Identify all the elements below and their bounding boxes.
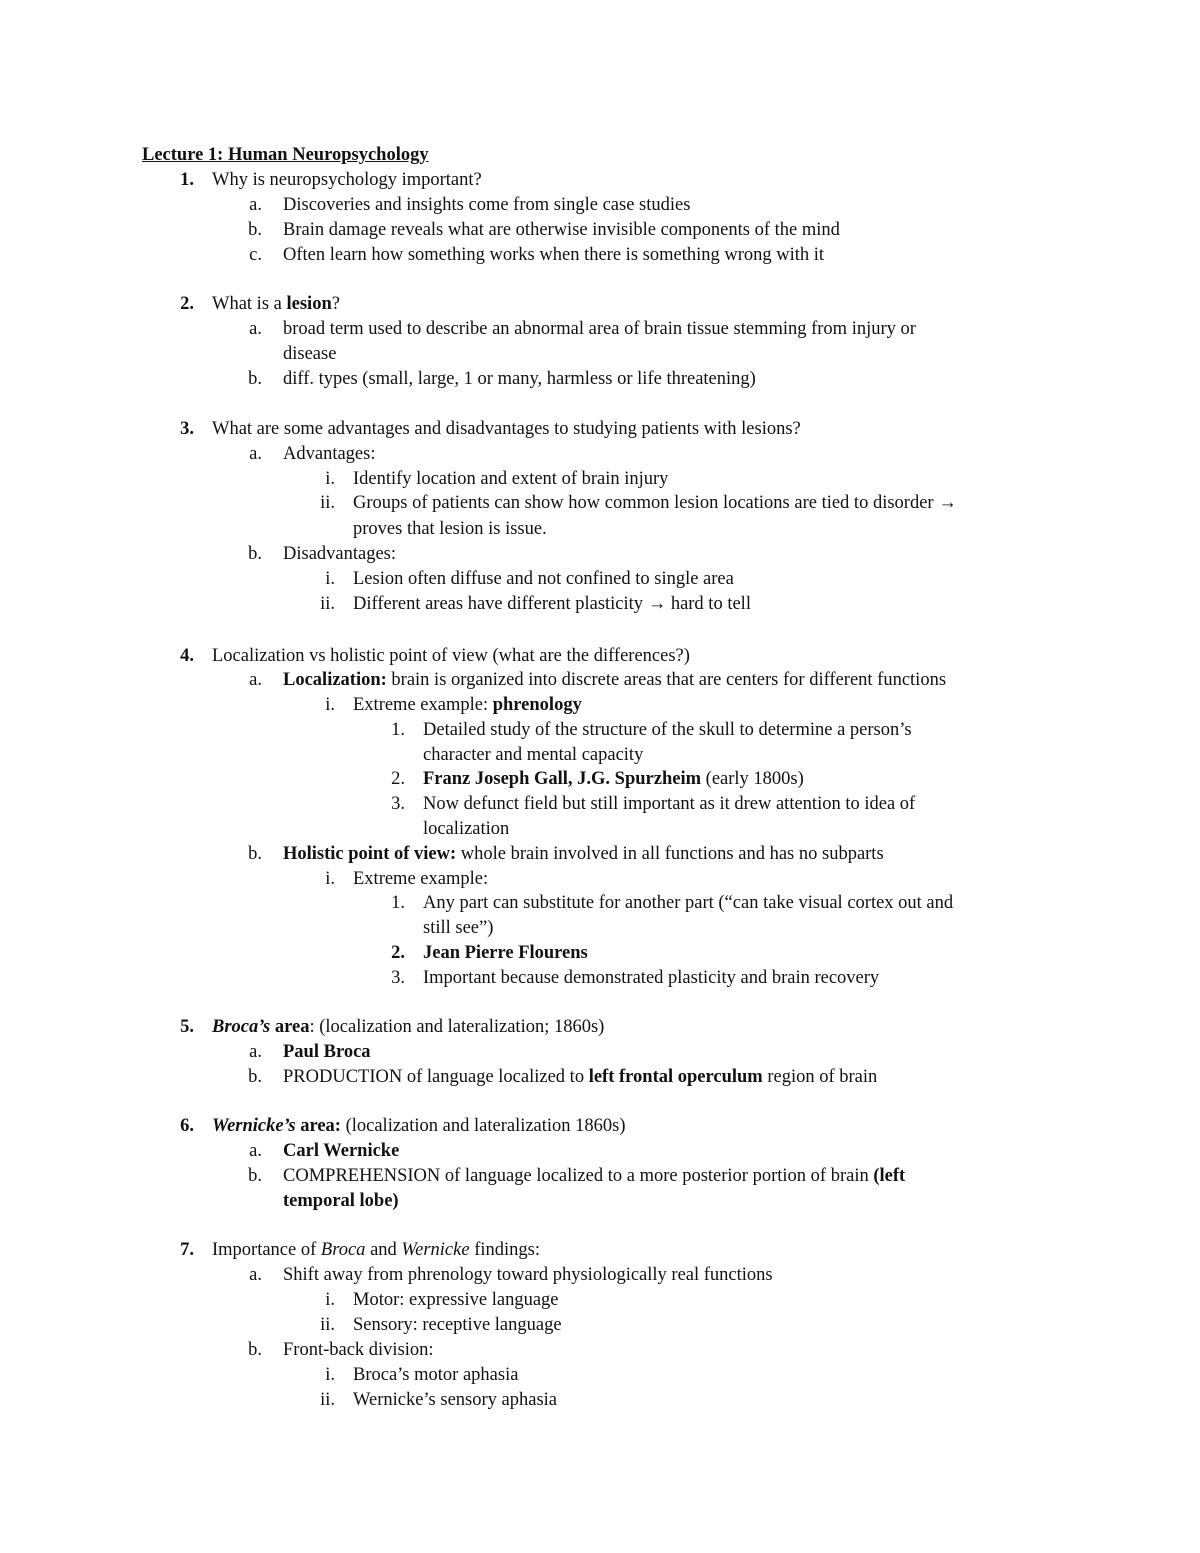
list-item-text: [212, 1015, 604, 1040]
text-run: localization: [423, 819, 510, 839]
text-run: Motor: expressive language: [353, 1290, 559, 1310]
list-marker: ii.: [320, 594, 335, 614]
list-item-text: [212, 417, 801, 442]
list-marker: a.: [249, 444, 262, 464]
list-item-text: [353, 1363, 518, 1388]
text-run: Carl Wernicke: [283, 1141, 400, 1161]
list-item-text: [283, 842, 884, 867]
list-item-text: [353, 693, 582, 718]
list-marker: i.: [325, 1365, 335, 1385]
list-marker: 7.: [180, 1240, 194, 1260]
text-run: whole brain involved in all functions and has no subparts: [456, 844, 884, 864]
list-item-text: [353, 467, 668, 492]
text-run: Extreme example:: [353, 869, 489, 889]
text-run: Advantages:: [283, 444, 376, 464]
list-marker: i.: [325, 569, 335, 589]
list-item-text: [423, 767, 804, 792]
list-item-text: [283, 1164, 905, 1189]
list-item-text: [423, 743, 643, 768]
list-item-text: [353, 491, 957, 516]
text-run: broad term used to describe an abnormal area of brain tissue stemming from injury or: [283, 319, 916, 339]
list-item-text: [283, 1189, 399, 1214]
list-item-text: [283, 1338, 434, 1363]
list-marker: 3.: [391, 968, 405, 988]
list-item-text: [283, 218, 840, 243]
text-run: Lecture 1: Human Neuropsychology: [142, 145, 429, 165]
text-run: character and mental capacity: [423, 745, 644, 765]
text-run: Important because demonstrated plasticity and brain recovery: [423, 968, 880, 988]
text-run: ?: [331, 294, 340, 314]
list-marker: a.: [249, 670, 262, 690]
list-marker: 6.: [180, 1116, 194, 1136]
list-marker: 3.: [391, 794, 405, 814]
list-marker: b.: [248, 1340, 262, 1360]
list-item-text: [283, 243, 824, 268]
list-item-text: [353, 1313, 562, 1338]
list-marker: a.: [249, 1042, 262, 1062]
arrow-right-icon: →: [938, 493, 957, 513]
text-run: temporal lobe): [283, 1191, 399, 1211]
list-marker: ii.: [320, 1390, 335, 1410]
list-item-text: [283, 1065, 877, 1090]
list-item-text: [212, 1238, 540, 1263]
text-run: proves that lesion is issue.: [353, 519, 547, 539]
text-run: findings:: [469, 1240, 540, 1260]
text-run: hard to tell: [666, 594, 751, 614]
list-item-text: [212, 644, 690, 669]
text-run: Groups of patients can show how common lesion locations are tied to disorder: [353, 493, 939, 513]
text-run: Shift away from phrenology toward physiologically real functions: [283, 1265, 773, 1285]
text-run: (left: [873, 1166, 906, 1186]
list-item-text: [353, 592, 751, 617]
list-item-text: [283, 1263, 773, 1288]
text-run: area: [270, 1017, 310, 1037]
text-run: Importance of: [212, 1240, 321, 1260]
list-marker: c.: [249, 245, 262, 265]
text-run: disease: [283, 344, 337, 364]
list-marker: i.: [325, 1290, 335, 1310]
list-marker: a.: [249, 195, 262, 215]
list-item-text: [212, 1114, 626, 1139]
text-run: Extreme example:: [353, 695, 493, 715]
list-item-text: [283, 1139, 399, 1164]
text-run: Discoveries and insights come from single case studies: [283, 195, 691, 215]
text-run: still see”): [423, 918, 494, 938]
list-item-text: [353, 567, 734, 592]
list-marker: b.: [248, 1166, 262, 1186]
list-marker: i.: [325, 695, 335, 715]
list-item-text: [283, 1040, 371, 1065]
text-run: diff. types (small, large, 1 or many, harmless or life threatening): [283, 369, 756, 389]
list-marker: 1.: [391, 893, 405, 913]
list-item-text: [353, 517, 547, 542]
list-marker: b.: [248, 1067, 262, 1087]
list-item-text: [423, 792, 915, 817]
text-run: Broca’s: [212, 1017, 271, 1037]
list-marker: b.: [248, 544, 262, 564]
list-marker: ii.: [320, 1315, 335, 1335]
list-item-text: [283, 317, 916, 342]
text-run: (localization and lateralization 1860s): [340, 1116, 626, 1136]
list-item-text: [212, 168, 482, 193]
text-run: Lesion often diffuse and not confined to single area: [353, 569, 734, 589]
text-run: Localization vs holistic point of view (what are the differences?): [212, 646, 690, 666]
text-run: lesion: [286, 294, 332, 314]
list-item-text: [423, 916, 493, 941]
list-marker: 4.: [180, 646, 194, 666]
list-marker: 5.: [180, 1017, 194, 1037]
text-run: phrenology: [492, 695, 582, 715]
list-item-text: [423, 891, 953, 916]
arrow-right-icon: →: [647, 594, 667, 614]
text-run: Different areas have different plasticity: [353, 594, 648, 614]
list-marker: a.: [249, 1265, 262, 1285]
text-run: and: [365, 1240, 402, 1260]
text-run: Wernicke: [401, 1240, 470, 1260]
text-run: Paul Broca: [283, 1042, 371, 1062]
text-run: Often learn how something works when there is something wrong with it: [283, 245, 825, 265]
list-item-text: [212, 292, 340, 317]
text-run: left frontal operculum: [588, 1067, 763, 1087]
text-run: Disadvantages:: [283, 544, 397, 564]
list-item-text: [283, 442, 375, 467]
list-item-text: [423, 941, 588, 966]
text-run: Franz Joseph Gall, J.G. Spurzheim: [423, 769, 702, 789]
list-marker: 1.: [391, 720, 405, 740]
text-run: Front-back division:: [283, 1340, 434, 1360]
list-item-text: [353, 1388, 557, 1413]
list-marker: a.: [249, 1141, 262, 1161]
list-item-text: [283, 367, 756, 392]
list-item-text: [353, 1288, 559, 1313]
list-marker: 3.: [180, 419, 194, 439]
text-run: area:: [295, 1116, 341, 1136]
text-run: Wernicke’s sensory aphasia: [353, 1390, 557, 1410]
text-run: Identify location and extent of brain injury: [353, 469, 669, 489]
text-run: Why is neuropsychology important?: [212, 170, 482, 190]
text-run: Brain damage reveals what are otherwise invisible components of the mind: [283, 220, 840, 240]
text-run: (early 1800s): [701, 769, 804, 789]
list-marker: i.: [325, 469, 335, 489]
text-run: brain is organized into discrete areas that are centers for different functions: [386, 670, 947, 690]
text-run: PRODUCTION of language localized to: [283, 1067, 589, 1087]
text-run: What are some advantages and disadvantages to studying patients with lesions?: [212, 419, 801, 439]
list-marker: b.: [248, 369, 262, 389]
list-marker: 2.: [180, 294, 194, 314]
text-run: Holistic point of view:: [283, 844, 457, 864]
text-run: Broca’s motor aphasia: [353, 1365, 519, 1385]
text-run: COMPREHENSION of language localized to a more posterior portion of brain: [283, 1166, 874, 1186]
text-run: Wernicke’s: [212, 1116, 296, 1136]
list-item-text: [283, 542, 396, 567]
list-marker: b.: [248, 220, 262, 240]
page-title: [142, 143, 429, 168]
list-item-text: [283, 193, 690, 218]
text-run: Now defunct field but still important as it drew attention to idea of: [423, 794, 916, 814]
list-marker: a.: [249, 319, 262, 339]
list-item-text: [283, 342, 336, 367]
text-run: Detailed study of the structure of the skull to determine a person’s: [423, 720, 912, 740]
list-item-text: [353, 867, 488, 892]
list-marker: 1.: [180, 170, 194, 190]
list-item-text: [423, 966, 879, 991]
list-marker: b.: [248, 844, 262, 864]
text-run: Sensory: receptive language: [353, 1315, 562, 1335]
list-marker: i.: [325, 869, 335, 889]
text-run: Jean Pierre Flourens: [423, 943, 588, 963]
list-item-text: [423, 718, 912, 743]
text-run: region of brain: [762, 1067, 878, 1087]
list-item-text: [283, 668, 946, 693]
list-marker: 2.: [391, 943, 405, 963]
list-marker: ii.: [320, 493, 335, 513]
text-run: What is a: [212, 294, 287, 314]
text-run: : (localization and lateralization; 1860s): [309, 1017, 605, 1037]
list-item-text: [423, 817, 509, 842]
text-run: Broca: [320, 1240, 366, 1260]
text-run: Localization:: [283, 670, 387, 690]
text-run: Any part can substitute for another part (“can take visual cortex out and: [423, 893, 954, 913]
list-marker: 2.: [391, 769, 405, 789]
